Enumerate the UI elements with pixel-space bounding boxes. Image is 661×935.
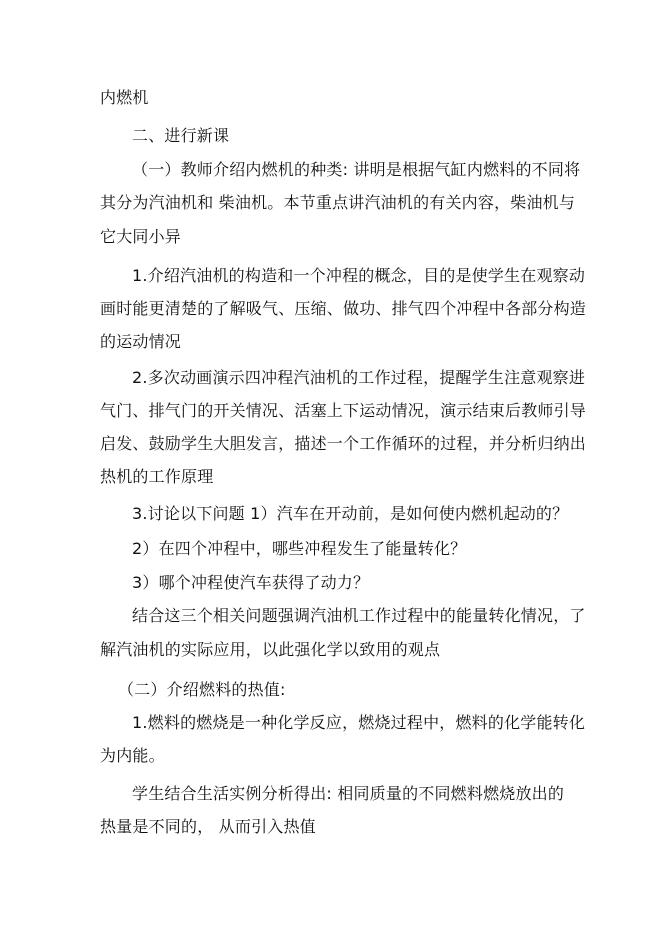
text-line: 启发、鼓励学生大胆发言，描述一个工作循环的过程，并分析归纳出 <box>100 434 587 453</box>
text-line: 气门、排气门的开关情况、活塞上下运动情况，演示结束后教师引导 <box>100 401 587 420</box>
text-line: 其分为汽油机和 柴油机。本节重点讲汽油机的有关内容，柴油机与 <box>100 193 576 212</box>
text-line: 它大同小异 <box>100 227 182 246</box>
text-line: 为内能。 <box>100 746 165 765</box>
text-line: 1.介绍汽油机的构造和一个冲程的概念，目的是使学生在观察动 <box>132 266 586 285</box>
section-heading: （二）介绍燃料的热值: <box>118 680 286 699</box>
text-line: （一）教师介绍内燃机的种类: 讲明是根据气缸内燃料的不同将 <box>132 160 581 179</box>
text-line: 热机的工作原理 <box>100 467 214 486</box>
text-line: 结合这三个相关问题强调汽油机工作过程中的能量转化情况，了 <box>132 606 586 625</box>
question-line: 2）在四个冲程中，哪些冲程发生了能量转化？ <box>132 539 467 558</box>
section-heading: 二、进行新课 <box>132 126 230 145</box>
text-line: 1.燃料的燃烧是一种化学反应，燃烧过程中，燃料的化学能转化 <box>132 713 586 732</box>
question-line: 3.讨论以下问题 1）汽车在开动前，是如何使内燃机起动的？ <box>132 504 569 523</box>
text-line: 学生结合生活实例分析得出: 相同质量的不同燃料燃烧放出的 <box>132 784 565 803</box>
text-line: 内燃机 <box>100 88 149 107</box>
text-line: 画时能更清楚的了解吸气、压缩、做功、排气四个冲程中各部分构造 <box>100 299 587 318</box>
text-line: 解汽油机的实际应用，以此强化学以致用的观点 <box>100 640 441 659</box>
text-line: 2.多次动画演示四冲程汽油机的工作过程，提醒学生注意观察进 <box>132 368 586 387</box>
text-line: 的运动情况 <box>100 332 182 351</box>
text-line: 热量是不同的， 从而引入热值 <box>100 817 316 836</box>
question-line: 3）哪个冲程使汽车获得了动力？ <box>132 573 370 592</box>
